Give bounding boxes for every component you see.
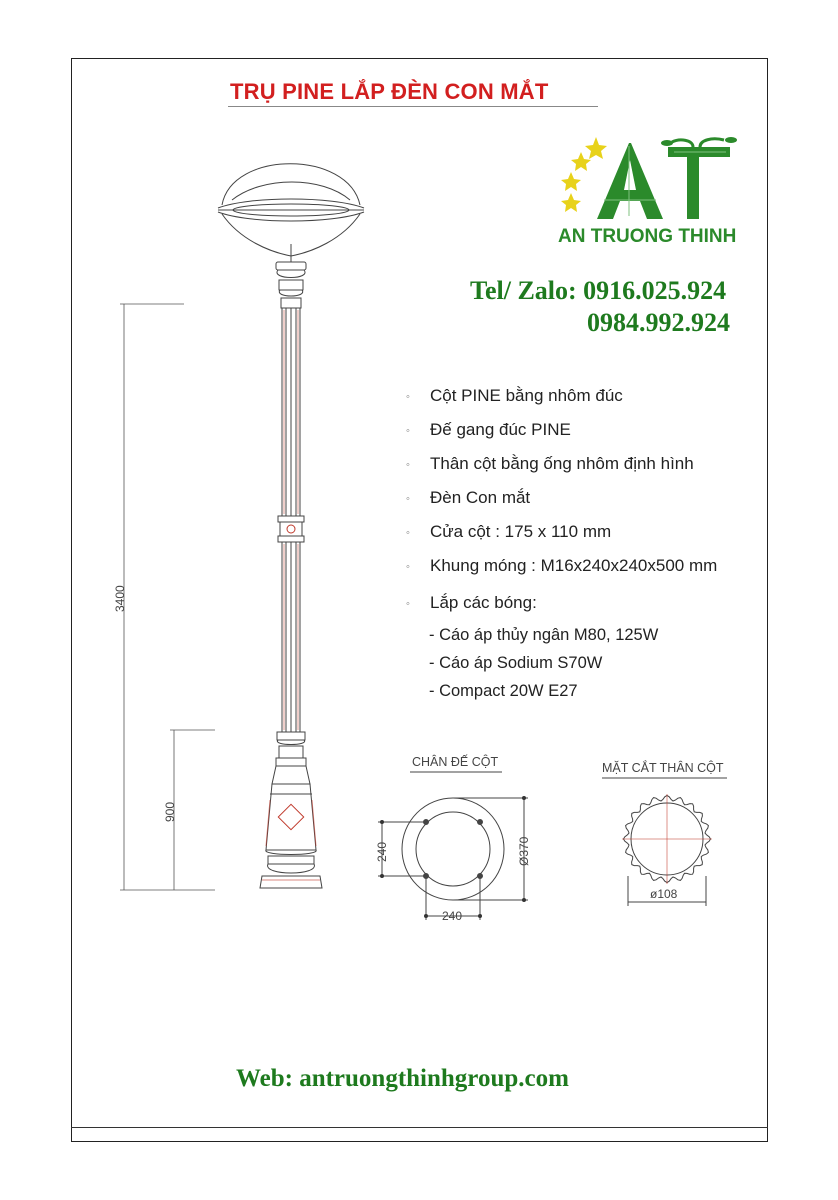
spec-item: ◦ Cột PINE bằng nhôm đúc xyxy=(406,386,623,405)
spec-item: ◦ Lắp các bóng: xyxy=(406,593,537,612)
bullet-icon: ◦ xyxy=(406,492,410,505)
bulb-item: - Cáo áp Sodium S70W xyxy=(429,654,603,672)
website-link[interactable]: Web: antruongthinhgroup.com xyxy=(236,1065,569,1092)
bullet-icon: ◦ xyxy=(406,424,410,437)
title-underline xyxy=(228,106,598,107)
bulb-item: - Compact 20W E27 xyxy=(429,682,578,700)
spec-item: ◦ Khung móng : M16x240x240x500 mm xyxy=(406,556,718,575)
spec-item: ◦ Đế gang đúc PINE xyxy=(406,420,571,439)
spec-item: ◦ Thân cột bằng ống nhôm định hình xyxy=(406,454,694,473)
page-title: TRỤ PINE LẮP ĐÈN CON MẮT xyxy=(230,79,549,104)
bullet-icon: ◦ xyxy=(406,526,410,539)
bullet-icon: ◦ xyxy=(406,390,410,403)
bullet-icon: ◦ xyxy=(406,458,410,471)
base-section-title: CHÂN ĐẾ CỘT xyxy=(412,755,499,769)
contact-phone-secondary: 0984.992.924 xyxy=(587,308,730,337)
frame-bottom-rule xyxy=(71,1127,768,1128)
base-depth-label: 240 xyxy=(375,841,389,862)
brand-name: AN TRUONG THINH xyxy=(558,226,737,247)
spec-item: ◦ Cửa cột : 175 x 110 mm xyxy=(406,522,612,541)
shaft-diameter-label: ø108 xyxy=(650,887,678,901)
pole-height-label: 3400 xyxy=(113,585,127,612)
bulb-item: - Cáo áp thủy ngân M80, 125W xyxy=(429,626,659,644)
bullet-icon: ◦ xyxy=(406,560,410,573)
bullet-icon: ◦ xyxy=(406,597,410,610)
spec-item: ◦ Đèn Con mắt xyxy=(406,488,531,507)
base-width-label: 240 xyxy=(442,909,463,923)
base-height-label: 900 xyxy=(163,801,177,822)
base-diameter-label: Ø370 xyxy=(517,836,531,866)
shaft-section-title: MẶT CẮT THÂN CỘT xyxy=(602,761,724,775)
contact-phone-primary: Tel/ Zalo: 0916.025.924 xyxy=(470,276,727,305)
